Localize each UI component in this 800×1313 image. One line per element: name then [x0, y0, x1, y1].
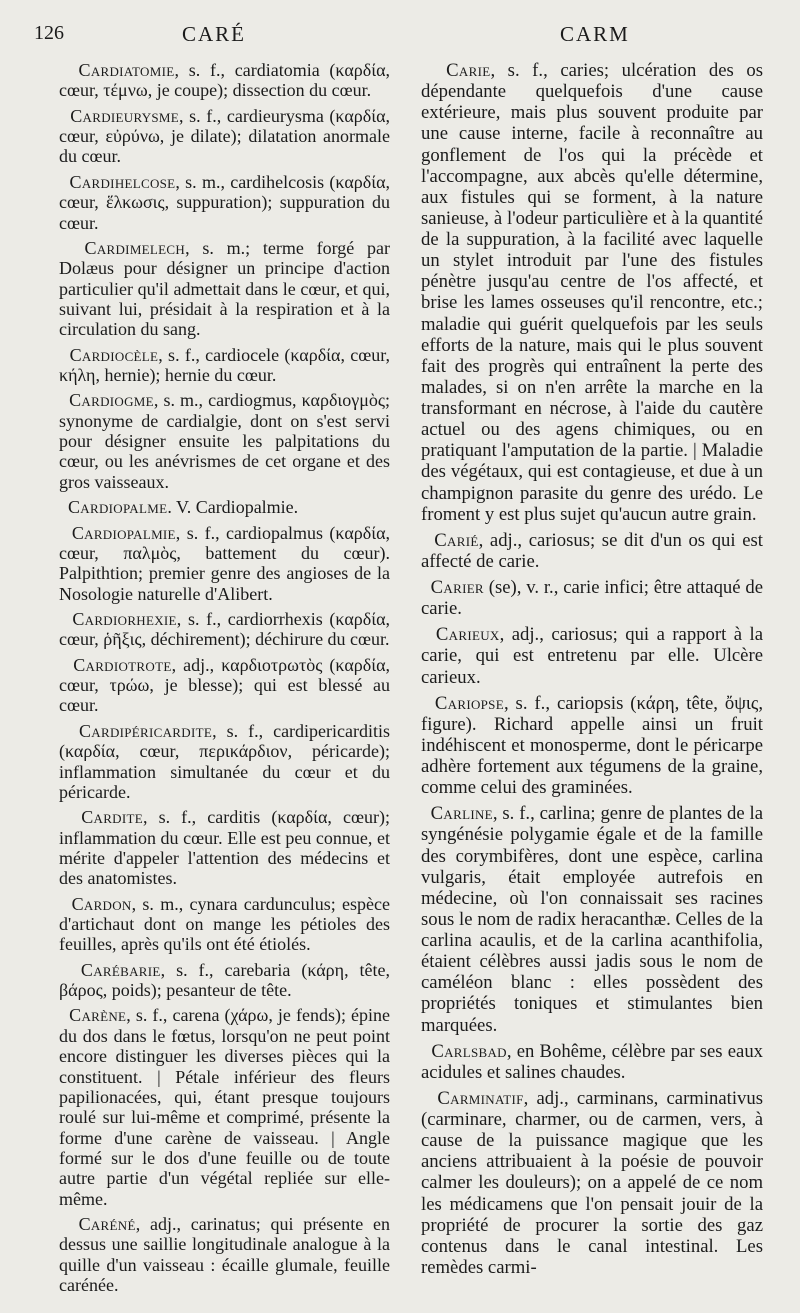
running-head-right: CARM [560, 22, 630, 46]
entry-headword: Cardiatomie [78, 60, 175, 80]
entry-headword: Carline [430, 803, 493, 825]
entry-headword: Cardiocèle [69, 344, 159, 365]
entry-definition: , s. f., caries; ulcération des os dépendante quelquefois d'une cause extérieure, mais plus souvent produite par une cause interne, facile à reconnaître au gonflement de l'os qui la précède et l'accompagne, aux abcès qu'elle détermine, aux fistules qui se forment, à la nature sanieuse, à l'odeur particulière et à la quantité de la suppuration, à la facilité avec laquelle un stylet introduit par l'une des fistules pénètre jusqu'au centre de l'os affecté, et brise les lames osseuses qu'il rencontre, etc.; maladie qui guérit quelquefois par les seuls efforts de la nature, mais qui le plus souvent fait des progrès qui entraînent la perte des malades, si on n'en arrête la marche en la transformant en nécrose, à l'aide du cautère actuel ou des agens chimiques, ou en pratiquant l'amputation de la partie. | Maladie des végétaux, qui est contagieuse, et due à un champignon parasite du genre des urédo. Le froment y est plus sujet qu'aucun autre grain. [421, 60, 764, 525]
entry-definition: , en Bohême, célèbre par ses eaux acidules et salines chaudes. [421, 1040, 764, 1083]
dictionary-entry [59, 1005, 390, 1209]
entry-definition: , adj., carinatus; qui présente en dessus une saillie longitudinale analogue à la quille d'un vaisseau : écaille glumale, feuille carénée. [59, 1214, 391, 1296]
dictionary-entry [421, 60, 763, 525]
entry-headword: Cardihelcose [69, 171, 176, 192]
dictionary-entry [59, 960, 390, 1001]
entry-definition: , s. f., carditis (καρδία, cœur); inflammation du cœur. Elle est peu connue, et mérite d'appeler l'attention des médecins et des anatomistes. [59, 807, 391, 889]
entry-definition: , s. f., carlina; genre de plantes de la syngénésie polygamie égale et de la famille des corymbifères, dont une espèce, carlina vulgaris, était employée autrefois en médecine, où l'on connaissait ses racines sous le nom de radix heracanthæ. Celles de la carlina acaulis, et de la carlina acanthifolia, étaient célèbres aussi jadis sous le nom de caméléon blanc : elles possèdent des propriétés toniques et stimulantes bien marquées. [421, 803, 763, 1036]
entry-definition: (se), v. r., carie infici; être attaqué de carie. [421, 577, 764, 620]
dictionary-entry [59, 497, 390, 517]
dictionary-entry [59, 1214, 390, 1295]
entry-definition: , adj., cariosus; se dit d'un os qui est affecté de carie. [421, 529, 763, 572]
entry-headword: Cardon [71, 893, 132, 914]
entry-definition: , s. f., carena (χάρω, je fends); épine du dos dans le fœtus, lorsqu'on ne peut point encore distinguer les diverses pièces qui la constituent. | Pétale inférieur des fleurs papilionacées, qui, étant presque toujours roulé sur lui-même et comprimé, présente la forme d'une carène de vaisseau. | Angle formé sur le dos d'une feuille ou de toute autre partie d'un végétal repliée sur elle-même. [59, 1005, 390, 1209]
dictionary-entry [59, 655, 390, 716]
entry-definition: , s. m., cardiogmus, καρδιογμὸς; synonyme de cardialgie, dont on s'est servi pour désigner ensuite les palpitations du cœur, ou les anévrismes de cet organe et des gros vaisseaux. [59, 390, 390, 492]
entry-headword: Cardipéricardite [79, 720, 213, 741]
entry-headword: Carié [434, 529, 479, 551]
entry-definition: , s. m., cardihelcosis (καρδία, cœur, ἕλκωσις, suppuration); suppuration du cœur. [59, 171, 391, 233]
entry-definition: , s. f., cardiocele (καρδία, cœur, κήλη, hernie); hernie du cœur. [59, 344, 391, 386]
dictionary-entry [421, 1088, 763, 1278]
dictionary-entry [421, 803, 763, 1035]
entry-headword: Cardite [81, 807, 143, 828]
entry-headword: Cardimelech [84, 237, 186, 258]
entry-headword: Carène [69, 1005, 127, 1026]
entry-definition: , s. f., cardiorrhexis (καρδία, cœur, ῥῆξις, déchirement); déchirure du cœur. [59, 608, 390, 650]
entry-definition: , s. m.; terme forgé par Dolæus pour désigner un principe d'action particulier qu'il admettait dans le cœur, et qui, suivant lui, présidait à la respiration et à la circulation du sang. [59, 237, 390, 340]
dictionary-entry [59, 172, 390, 233]
entry-definition: , s. f., cariopsis (κάρη, tête, ὄψις, figure). Richard appelle ainsi un fruit indéhiscent et monosperme, dont le péricarpe adhère fortement aux tégumens de la graine, comme celui des graminées. [421, 692, 764, 799]
entry-headword: Cardiopalme [68, 497, 168, 518]
page-number: 126 [34, 22, 64, 44]
entry-headword: Cardiogme [69, 390, 154, 411]
dictionary-entry [59, 106, 390, 167]
running-head-left: CARÉ [182, 22, 247, 46]
entry-headword: Cardiotrote [73, 654, 172, 675]
entry-definition: , s. f., carebaria (κάρη, tête, βάρος, poids); pesanteur de tête. [59, 959, 391, 1001]
dictionary-entry [59, 238, 390, 340]
left-column [59, 60, 390, 1300]
entry-definition: . V. Cardiopalmie. [167, 497, 299, 518]
dictionary-entry [59, 894, 390, 955]
entry-headword: Carieux [435, 624, 500, 646]
entry-definition: , s. f., cardiopalmus (καρδία, cœur, παλμὸς, battement du cœur). Palpithtion; premier genre des angioses de la Nosologie naturelle d'Alibert. [59, 522, 390, 604]
dictionary-entry [421, 577, 763, 619]
entry-definition: , s. f., cardipericarditis (καρδία, cœur, περικάρδιον, péricarde); inflammation simultanée du cœur et du péricarde. [59, 720, 391, 802]
dictionary-entry [59, 390, 390, 492]
dictionary-entry [421, 530, 763, 572]
dictionary-entry [59, 345, 390, 386]
entry-definition: , adj., carminans, carminativus (carminare, charmer, ou de carmen, vers, à cause de la puissance magique que les anciens attribuaient à la poésie de pouvoir calmer les douleurs); on a appelé de ce nom les médicamens que l'on pensait jouir de la propriété de procurer la sortie des gaz contenus dans le canal intestinal. Les remèdes carmi- [421, 1087, 764, 1278]
entry-definition: , adj., καρδιοτρωτὸς (καρδία, cœur, τρώω, je blesse); qui est blessé au cœur. [59, 654, 391, 716]
entry-headword: Cariopse [434, 692, 504, 714]
dictionary-entry [421, 624, 763, 687]
entry-headword: Caréné [78, 1214, 136, 1235]
dictionary-entry [59, 60, 390, 101]
dictionary-entry [421, 1041, 763, 1083]
entry-headword: Cardieurysme [70, 105, 180, 126]
entry-headword: Carie [446, 60, 491, 81]
entry-definition: , s. f., cardiatomia (καρδία, cœur, τέμνω, je coupe); dissection du cœur. [59, 60, 391, 101]
dictionary-entry [59, 523, 390, 604]
dictionary-entry [59, 807, 390, 888]
entry-headword: Cardiopalmie [71, 522, 176, 543]
right-column [421, 60, 763, 1283]
entry-headword: Carier [430, 577, 484, 598]
entry-definition: , adj., cariosus; qui a rapport à la carie, qui est entretenu par elle. Ulcère carieux. [421, 624, 763, 688]
entry-headword: Carminatif [437, 1087, 524, 1109]
entry-headword: Carlsbad [431, 1040, 507, 1062]
entry-headword: Carébarie [80, 959, 161, 980]
dictionary-entry [59, 721, 390, 802]
entry-definition: , s. m., cynara cardunculus; espèce d'artichaut dont on mange les pétioles des feuilles, après qu'ils ont été étiolés. [59, 893, 390, 955]
entry-headword: Cardiorhexie [72, 608, 177, 629]
entry-definition: , s. f., cardieurysma (καρδία, cœur, εὐρύνω, je dilate); dilatation anormale du cœur. [59, 105, 391, 167]
dictionary-entry [59, 609, 390, 650]
dictionary-entry [421, 693, 763, 799]
